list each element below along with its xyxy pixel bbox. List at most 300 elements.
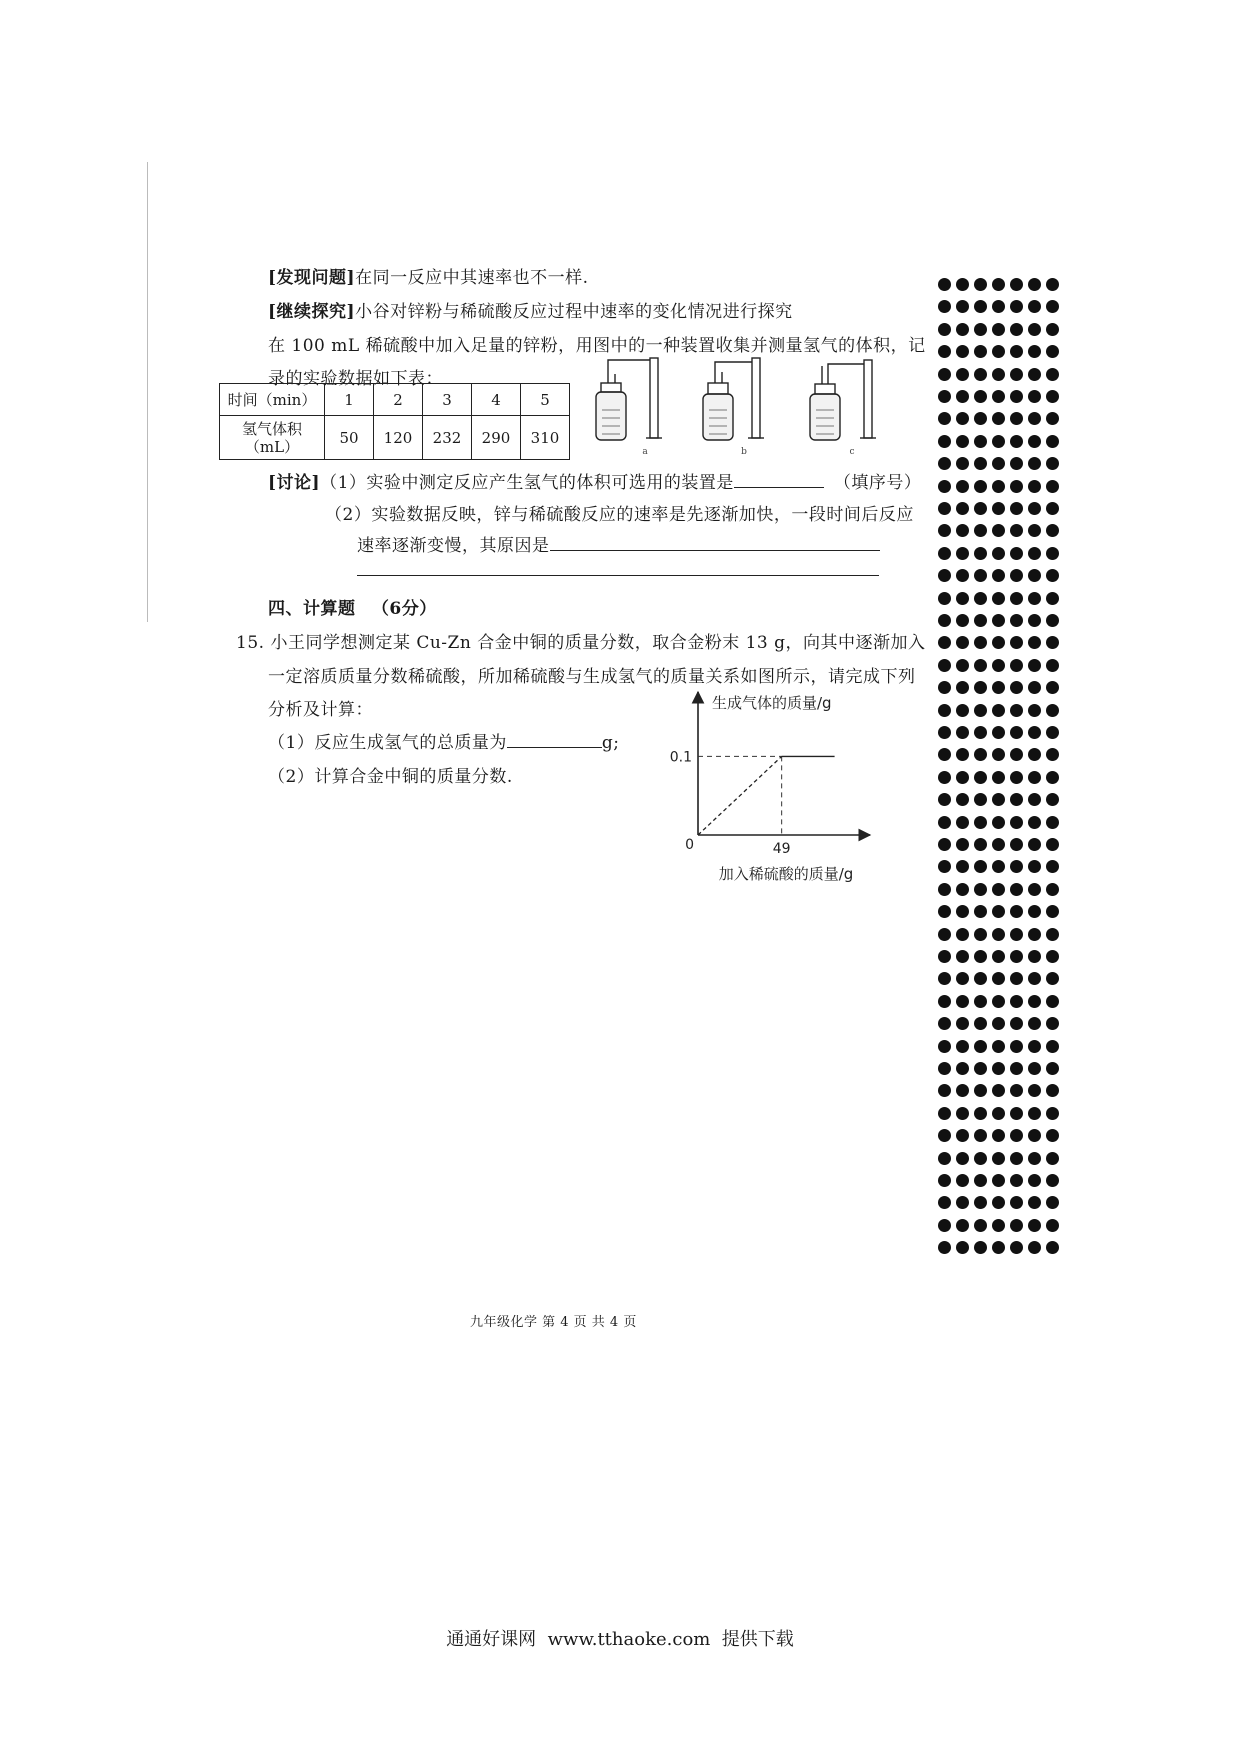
binding-dot — [1028, 950, 1041, 963]
binding-dot — [974, 1219, 987, 1232]
binding-dot — [938, 1241, 951, 1254]
binding-dot — [1028, 480, 1041, 493]
binding-dot — [992, 793, 1005, 806]
binding-dot — [974, 1196, 987, 1209]
binding-dot — [938, 681, 951, 694]
binding-dot — [956, 1152, 969, 1165]
y-tick-label: 0.1 — [669, 749, 692, 766]
binding-dot — [974, 1241, 987, 1254]
binding-dot — [1046, 1017, 1059, 1030]
binding-dot — [938, 883, 951, 896]
binding-dot — [1046, 1196, 1059, 1209]
binding-dot — [1028, 1129, 1041, 1142]
binding-dot — [1028, 323, 1041, 336]
binding-dot — [956, 681, 969, 694]
binding-dot — [974, 928, 987, 941]
binding-dot — [1028, 1196, 1041, 1209]
binding-dot — [1010, 793, 1023, 806]
binding-dot — [974, 1174, 987, 1187]
binding-dot — [1046, 1040, 1059, 1053]
binding-dot — [1046, 972, 1059, 985]
binding-dot — [992, 816, 1005, 829]
binding-dot — [938, 793, 951, 806]
binding-dot — [1010, 816, 1023, 829]
binding-dot — [938, 726, 951, 739]
binding-dot — [1010, 838, 1023, 851]
binding-dot — [938, 524, 951, 537]
binding-dot — [1028, 972, 1041, 985]
binding-dot — [1046, 390, 1059, 403]
binding-dot — [956, 278, 969, 291]
binding-dot — [1028, 1241, 1041, 1254]
page-footer: 九年级化学 第 4 页 共 4 页 — [470, 1315, 637, 1330]
binding-dot — [956, 704, 969, 717]
binding-dot — [938, 412, 951, 425]
binding-dot — [1010, 390, 1023, 403]
binding-dot — [938, 1152, 951, 1165]
binding-dot — [974, 1152, 987, 1165]
binding-dot — [956, 412, 969, 425]
credit-action: 提供下载 — [721, 1629, 794, 1650]
binding-dot — [956, 950, 969, 963]
binding-dot — [992, 748, 1005, 761]
binding-dot — [974, 412, 987, 425]
binding-dot — [974, 345, 987, 358]
binding-dot — [992, 300, 1005, 313]
answer-blank-hydrogen-mass[interactable] — [507, 733, 602, 748]
binding-dot — [1010, 614, 1023, 627]
binding-dot — [956, 592, 969, 605]
binding-dot — [938, 1062, 951, 1075]
binding-dot — [974, 368, 987, 381]
apparatus-label-c: c — [849, 447, 855, 457]
continue-explore — [268, 297, 793, 322]
binding-dot — [974, 502, 987, 515]
binding-dot — [1046, 1107, 1059, 1120]
binding-dot — [1046, 1152, 1059, 1165]
binding-dot — [992, 435, 1005, 448]
binding-dot — [956, 435, 969, 448]
binding-dot — [974, 1129, 987, 1142]
binding-dot — [1028, 883, 1041, 896]
binding-dot — [1010, 547, 1023, 560]
binding-dot — [1046, 569, 1059, 582]
binding-dot — [992, 1196, 1005, 1209]
binding-dot — [1046, 457, 1059, 470]
binding-dot — [1046, 547, 1059, 560]
binding-dot — [992, 1062, 1005, 1075]
binding-dot — [992, 412, 1005, 425]
binding-dot — [1046, 435, 1059, 448]
binding-dot — [992, 547, 1005, 560]
binding-dot — [938, 704, 951, 717]
binding-dot — [956, 972, 969, 985]
binding-dot — [938, 323, 951, 336]
binding-dot — [992, 592, 1005, 605]
binding-dot — [956, 480, 969, 493]
binding-dot — [956, 614, 969, 627]
binding-dot — [1010, 1241, 1023, 1254]
binding-dot — [938, 502, 951, 515]
section4-title: 四、计算题 — [268, 599, 356, 619]
x-axis-label: 加入稀硫酸的质量/g — [718, 865, 854, 883]
binding-dot — [938, 995, 951, 1008]
binding-dot — [1010, 883, 1023, 896]
binding-dot — [1010, 278, 1023, 291]
binding-dot — [974, 995, 987, 1008]
binding-dot — [1046, 345, 1059, 358]
binding-dot — [956, 1084, 969, 1097]
binding-dot — [1010, 659, 1023, 672]
binding-dot — [974, 435, 987, 448]
binding-dot — [1010, 1107, 1023, 1120]
binding-dot — [1028, 838, 1041, 851]
binding-dot — [992, 278, 1005, 291]
binding-dot — [1046, 480, 1059, 493]
binding-dot — [956, 547, 969, 560]
binding-dot — [992, 771, 1005, 784]
binding-dot — [1028, 547, 1041, 560]
binding-dot — [1046, 883, 1059, 896]
binding-dot — [1046, 905, 1059, 918]
binding-dot — [956, 1040, 969, 1053]
binding-dot — [938, 928, 951, 941]
binding-dot — [992, 636, 1005, 649]
binding-dot — [1046, 412, 1059, 425]
binding-dot — [992, 569, 1005, 582]
binding-dot — [974, 457, 987, 470]
binding-dot — [1046, 950, 1059, 963]
binding-dot — [938, 1174, 951, 1187]
discussion-q2-line2 — [357, 531, 880, 556]
binding-dot — [992, 1219, 1005, 1232]
binding-dot — [992, 1174, 1005, 1187]
binding-dot — [992, 345, 1005, 358]
binding-dot — [938, 569, 951, 582]
binding-dot — [938, 480, 951, 493]
binding-dot — [956, 816, 969, 829]
binding-dot — [974, 300, 987, 313]
binding-dot — [1046, 502, 1059, 515]
binding-dot — [992, 1040, 1005, 1053]
binding-dot — [1028, 1107, 1041, 1120]
binding-dot — [938, 816, 951, 829]
binding-dot — [974, 1107, 987, 1120]
discover-text: 在同一反应中其速率也不一样. — [355, 268, 589, 288]
binding-dot — [974, 838, 987, 851]
binding-dot — [938, 771, 951, 784]
binding-dot — [992, 368, 1005, 381]
binding-dot — [956, 905, 969, 918]
q15-sub1-unit: g; — [601, 733, 620, 753]
table-cell: 2 — [374, 384, 423, 416]
binding-dot — [1028, 592, 1041, 605]
binding-dot — [938, 1219, 951, 1232]
binding-dot — [1010, 457, 1023, 470]
binding-dot — [992, 1241, 1005, 1254]
binding-dot — [992, 457, 1005, 470]
binding-dot — [1028, 995, 1041, 1008]
binding-dot — [1046, 928, 1059, 941]
section4-heading — [268, 594, 437, 619]
answer-blank-q2-line2[interactable] — [357, 575, 879, 576]
binding-dot — [1046, 368, 1059, 381]
discover-problem — [268, 263, 589, 288]
discussion-q1-suffix: （填序号） — [833, 473, 922, 493]
binding-dot — [992, 1129, 1005, 1142]
binding-dot — [1046, 726, 1059, 739]
volume-header-line1: 氢气体积 — [241, 419, 302, 438]
q15-sub1 — [268, 728, 619, 753]
discussion-q2-text: 速率逐渐变慢，其原因是 — [357, 536, 550, 556]
binding-dot — [1010, 323, 1023, 336]
binding-dot — [1010, 771, 1023, 784]
apparatus-diagram — [588, 352, 900, 457]
binding-dot — [1028, 457, 1041, 470]
binding-dot — [956, 883, 969, 896]
binding-dot — [956, 368, 969, 381]
binding-dot — [974, 681, 987, 694]
binding-dot — [956, 860, 969, 873]
binding-dot — [1046, 771, 1059, 784]
hydrogen-mass-chart — [660, 690, 880, 890]
binding-dot — [1046, 1174, 1059, 1187]
binding-dot — [956, 524, 969, 537]
binding-dot — [974, 793, 987, 806]
binding-dot — [1028, 1062, 1041, 1075]
time-header: 时间（min） — [220, 384, 325, 416]
binding-dot — [1010, 1084, 1023, 1097]
binding-dot — [1046, 1129, 1059, 1142]
binding-dot — [992, 972, 1005, 985]
binding-dot — [1028, 793, 1041, 806]
q15-sub2: （2）计算合金中铜的质量分数. — [268, 767, 513, 787]
table-cell: 4 — [472, 384, 521, 416]
binding-dot — [1010, 569, 1023, 582]
binding-dot — [1010, 860, 1023, 873]
binding-dot — [1046, 681, 1059, 694]
binding-dot — [938, 345, 951, 358]
binding-dot — [938, 592, 951, 605]
binding-dot — [1028, 636, 1041, 649]
binding-dot — [956, 748, 969, 761]
binding-dot — [1046, 278, 1059, 291]
discussion-q2-line1: （2）实验数据反映，锌与稀硫酸反应的速率是先逐渐加快，一段时间后反应 — [325, 505, 914, 525]
credit-url[interactable]: www.tthaoke.com — [547, 1629, 711, 1650]
binding-dot — [1028, 748, 1041, 761]
binding-dot — [938, 435, 951, 448]
binding-dot — [992, 1107, 1005, 1120]
binding-dot — [1028, 1084, 1041, 1097]
q15-line2: 一定溶质质量分数稀硫酸，所加稀硫酸与生成氢气的质量关系如图所示，请完成下列 — [268, 667, 916, 687]
binding-dot — [956, 659, 969, 672]
binding-dot — [1046, 793, 1059, 806]
binding-dot — [956, 1107, 969, 1120]
binding-dot — [1028, 905, 1041, 918]
binding-dot — [1010, 480, 1023, 493]
apparatus-c — [810, 360, 876, 440]
binding-dot — [956, 636, 969, 649]
binding-dot — [1010, 928, 1023, 941]
binding-dot — [956, 1017, 969, 1030]
table-cell: 290 — [472, 416, 521, 460]
binding-dot — [974, 569, 987, 582]
binding-dot — [974, 860, 987, 873]
binding-dot — [938, 547, 951, 560]
binding-dot — [992, 860, 1005, 873]
binding-dot — [1046, 816, 1059, 829]
binding-dot — [1010, 1017, 1023, 1030]
binding-dot — [956, 569, 969, 582]
binding-dot — [956, 1129, 969, 1142]
binding-dot — [938, 390, 951, 403]
binding-dot — [1028, 412, 1041, 425]
table-cell: 232 — [423, 416, 472, 460]
binding-dot — [1010, 300, 1023, 313]
table-cell: 1 — [325, 384, 374, 416]
binding-dot — [1046, 323, 1059, 336]
binding-dot — [956, 1219, 969, 1232]
binding-dot — [1010, 636, 1023, 649]
volume-header — [220, 416, 325, 460]
binding-dot — [1010, 345, 1023, 358]
binding-dot — [992, 928, 1005, 941]
binding-dot — [992, 524, 1005, 537]
binding-dot — [1028, 569, 1041, 582]
binding-dot — [938, 905, 951, 918]
binding-dot — [938, 1040, 951, 1053]
binding-dot — [1010, 1040, 1023, 1053]
binding-dot — [1046, 838, 1059, 851]
table-row — [220, 416, 570, 460]
binding-dot — [938, 614, 951, 627]
binding-dot — [974, 771, 987, 784]
volume-header-line2: （mL） — [244, 437, 300, 456]
binding-dot — [1046, 704, 1059, 717]
binding-dot — [1046, 748, 1059, 761]
binding-dot — [938, 1196, 951, 1209]
explore-text: 小谷对锌粉与稀硫酸反应过程中速率的变化情况进行探究 — [355, 302, 793, 322]
binding-dot — [992, 1152, 1005, 1165]
binding-dot — [1010, 1152, 1023, 1165]
binding-dot — [1028, 1017, 1041, 1030]
binding-dot — [974, 480, 987, 493]
binding-dot — [974, 726, 987, 739]
table-cell: 3 — [423, 384, 472, 416]
binding-dot — [1046, 1241, 1059, 1254]
binding-dot — [992, 681, 1005, 694]
table-cell: 50 — [325, 416, 374, 460]
binding-dot — [974, 816, 987, 829]
binding-dot — [1046, 1084, 1059, 1097]
binding-dot — [956, 1062, 969, 1075]
binding-dot — [1046, 995, 1059, 1008]
binding-dot — [974, 1040, 987, 1053]
binding-dot — [1028, 704, 1041, 717]
binding-dot — [1010, 592, 1023, 605]
binding-dot — [992, 950, 1005, 963]
binding-dot — [956, 726, 969, 739]
binding-dot — [1010, 435, 1023, 448]
binding-dot — [956, 793, 969, 806]
binding-dot — [974, 547, 987, 560]
binding-dot — [938, 972, 951, 985]
binding-dot — [974, 905, 987, 918]
discussion-tag: [讨论] — [268, 473, 321, 493]
binding-dot — [938, 368, 951, 381]
binding-dot — [1010, 1062, 1023, 1075]
binding-dot — [1010, 412, 1023, 425]
binding-dot — [1028, 345, 1041, 358]
binding-dot — [1028, 726, 1041, 739]
binding-dot — [974, 1084, 987, 1097]
binding-dot — [992, 502, 1005, 515]
binding-dot — [1010, 995, 1023, 1008]
table-cell: 5 — [521, 384, 570, 416]
answer-blank-q2[interactable] — [550, 536, 880, 551]
binding-dot — [1046, 1219, 1059, 1232]
binding-dot — [956, 323, 969, 336]
binding-dot — [956, 390, 969, 403]
binding-dot — [1046, 300, 1059, 313]
apparatus-b — [703, 358, 764, 440]
binding-dot — [974, 614, 987, 627]
apparatus-a — [596, 358, 662, 440]
binding-dot — [1010, 905, 1023, 918]
binding-dot — [974, 636, 987, 649]
binding-dot — [992, 480, 1005, 493]
binding-dot — [992, 883, 1005, 896]
binding-dot — [992, 659, 1005, 672]
discussion-q1 — [268, 468, 921, 493]
binding-dot — [974, 748, 987, 761]
binding-dot — [1046, 524, 1059, 537]
binding-dot — [956, 928, 969, 941]
answer-blank-q1[interactable] — [734, 473, 824, 488]
binding-dot — [938, 1084, 951, 1097]
binding-dot — [992, 704, 1005, 717]
origin-label: 0 — [685, 837, 694, 853]
table-cell: 120 — [374, 416, 423, 460]
binding-dot — [992, 905, 1005, 918]
binding-dot — [1028, 614, 1041, 627]
scan-margin-line — [147, 162, 148, 622]
binding-dot — [974, 592, 987, 605]
data-table — [219, 383, 570, 460]
binding-dot — [956, 345, 969, 358]
binding-dot — [938, 1017, 951, 1030]
binding-dot — [938, 1107, 951, 1120]
binding-dot — [1046, 860, 1059, 873]
binding-dot — [1028, 524, 1041, 537]
table-row — [220, 384, 570, 416]
binding-dot — [1028, 1152, 1041, 1165]
binding-dot — [1010, 972, 1023, 985]
binding-dot — [938, 659, 951, 672]
binding-dot — [974, 704, 987, 717]
binding-dot — [974, 1062, 987, 1075]
binding-dot — [1028, 278, 1041, 291]
binding-dot — [1046, 1062, 1059, 1075]
explore-tag: [继续探究] — [268, 302, 356, 322]
section4-score: （6分） — [371, 599, 437, 619]
binding-dot — [1010, 502, 1023, 515]
q15-line1: 15. 小王同学想测定某 Cu-Zn 合金中铜的质量分数，取合金粉末 13 g，向其中逐渐加入 — [236, 633, 926, 653]
binding-dot — [938, 860, 951, 873]
binding-dot — [1028, 928, 1041, 941]
binding-dot — [1028, 1040, 1041, 1053]
binding-dot — [974, 659, 987, 672]
